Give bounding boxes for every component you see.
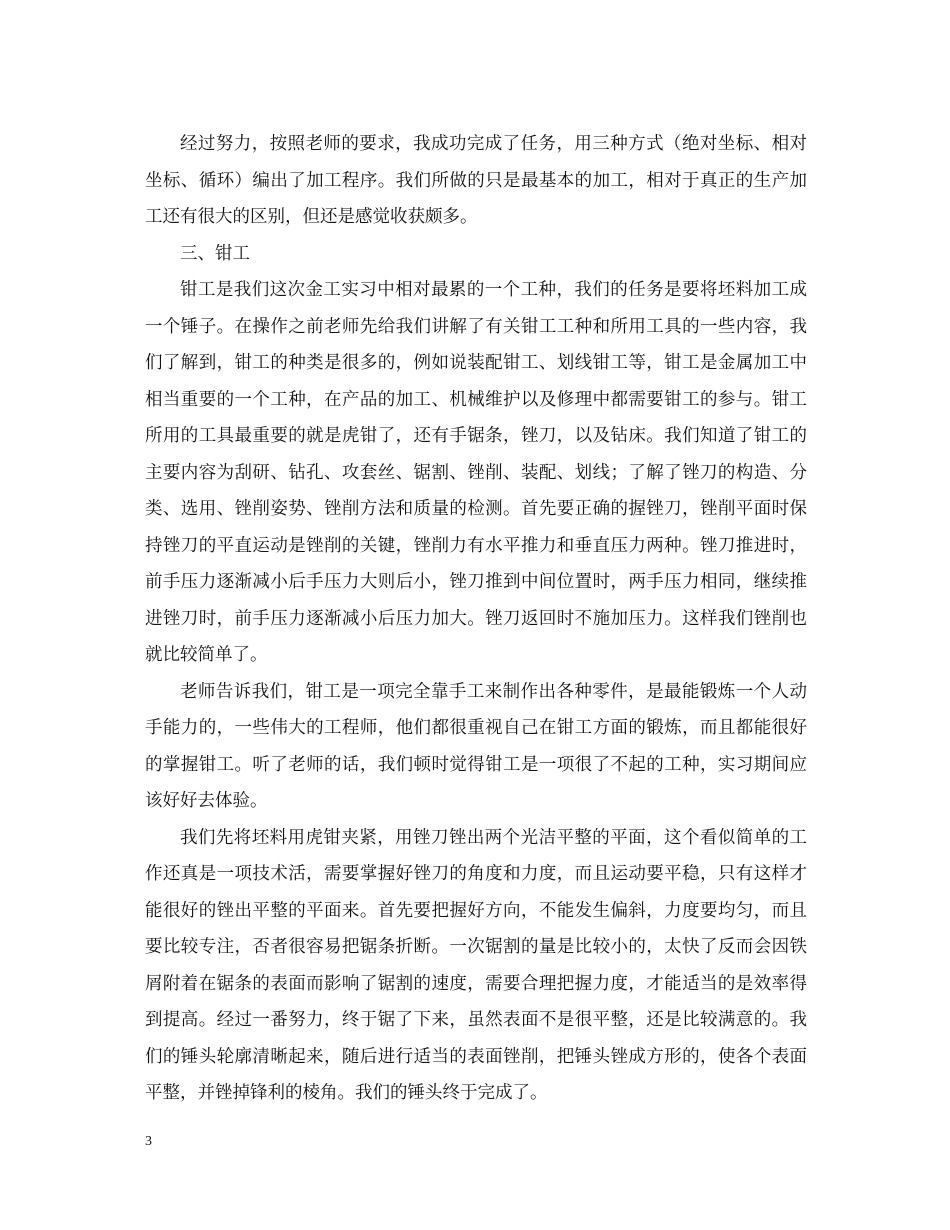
section-heading-fitter: 三、钳工: [180, 243, 250, 264]
paragraph-fitter-intro: 钳工是我们这次金工实习中相对最累的一个工种，我们的任务是要将坯料加工成一个锤子。在操作之前老师先给我们讲解了有关钳工工种和所用工具的一些内容，我们了解到，钳工的种类是很多的，例如说装配钳工、划线钳工等，钳工是金属加工中相当重要的一个工种，在产品的加工、机械维护以及修理中都需要钳工的参与。钳工所用的工具最重要的就是虎钳了，还有手锯条，锉刀，以及钻床。我们知道了钳工的主要内容为刮研、钻孔、攻套丝、锯割、锉削、装配、划线；了解了锉刀的构造、分类、选用、锉削姿势、锉削方法和质量的检测。首先要正确的握锉刀，锉削平面时保持锉刀的平直运动是锉削的关键，锉削力有水平推力和垂直压力两种。锉刀推进时，前手压力逐渐减小后手压力大则后小，锉刀推到中间位置时，两手压力相同，继续推进锉刀时，前手压力逐渐减小后压力加大。锉刀返回时不施加压力。这样我们锉削也就比较简单了。: [145, 280, 807, 665]
page-number: 3: [145, 1134, 152, 1149]
document-body: [145, 126, 807, 1112]
paragraph-hammer-making: 我们先将坯料用虎钳夹紧，用锉刀锉出两个光洁平整的平面，这个看似简单的工作还真是一项技术活，需要掌握好锉刀的角度和力度，而且运动要平稳，只有这样才能很好的锉出平整的平面来。首先要把握好方向，不能发生偏斜，力度要均匀，而且要比较专注，否者很容易把锯条折断。一次锯割的量是比较小的，太快了反而会因铁屑附着在锯条的表面而影响了锯割的速度，需要合理把握力度，才能适当的是效率得到提高。经过一番努力，终于锯了下来，虽然表面不是很平整，还是比较满意的。我们的锤头轮廓清晰起来，随后进行适当的表面锉削，把锤头锉成方形的，使各个表面平整，并锉掉锋利的棱角。我们的锤头终于完成了。: [145, 827, 807, 1103]
paragraph-teacher-advice: 老师告诉我们，钳工是一项完全靠手工来制作出各种零件，是最能锻炼一个人动手能力的，一些伟大的工程师，他们都很重视自己在钳工方面的锻炼，而且都能很好的掌握钳工。听了老师的话，我们顿时觉得钳工是一项很了不起的工种，实习期间应该好好去体验。: [145, 681, 807, 811]
paragraph-cnc-summary: 经过努力，按照老师的要求，我成功完成了任务，用三种方式（绝对坐标、相对坐标、循环）编出了加工程序。我们所做的只是最基本的加工，相对于真正的生产加工还有很大的区别，但还是感觉收获颇多。: [145, 134, 807, 227]
